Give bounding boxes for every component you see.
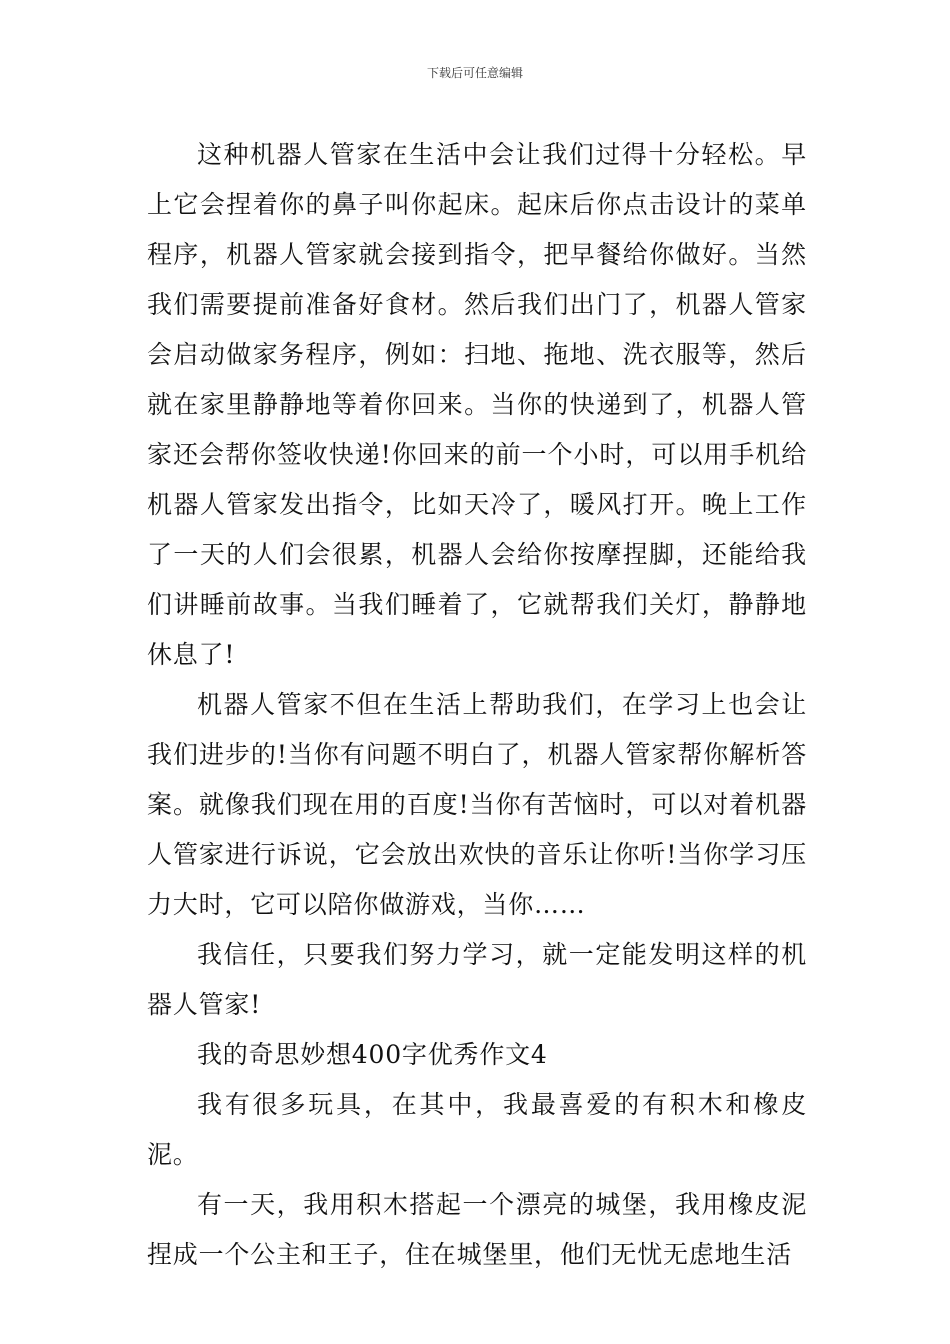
document-body: [147, 130, 807, 1280]
paragraph-robot-life: 这种机器人管家在生活中会让我们过得十分轻松。早上它会捏着你的鼻子叫你起床。起床后你点击设计的菜单程序，机器人管家就会接到指令，把早餐给你做好。当然我们需要提前准备好食材。然后我们出门了，机器人管家会启动做家务程序，例如：扫地、拖地、洗衣服等，然后就在家里静静地等着你回来。当你的快递到了，机器人管家还会帮你签收快递!你回来的前一个小时，可以用手机给机器人管家发出指令，比如天冷了，暖风打开。晚上工作了一天的人们会很累，机器人会给你按摩捏脚，还能给我们讲睡前故事。当我们睡着了，它就帮我们关灯，静静地休息了!: [147, 140, 807, 669]
paragraph-toys: 我有很多玩具，在其中，我最喜爱的有积木和橡皮泥。: [147, 1090, 807, 1169]
section-heading: 我的奇思妙想400字优秀作文4: [197, 1040, 548, 1069]
paragraph-belief: 我信任，只要我们努力学习，就一定能发明这样的机器人管家!: [147, 940, 807, 1019]
paragraph-castle: 有一天，我用积木搭起一个漂亮的城堡，我用橡皮泥捏成一个公主和王子，住在城堡里，他们无忧无虑地生活: [147, 1190, 807, 1269]
page-header: 下载后可任意编辑: [426, 66, 523, 80]
paragraph-robot-study: 机器人管家不但在生活上帮助我们，在学习上也会让我们进步的!当你有问题不明白了，机器人管家帮你解析答案。就像我们现在用的百度!当你有苦恼时，可以对着机器人管家进行诉说，它会放出欢快的音乐让你听!当你学习压力大时，它可以陪你做游戏，当你……: [147, 690, 807, 919]
